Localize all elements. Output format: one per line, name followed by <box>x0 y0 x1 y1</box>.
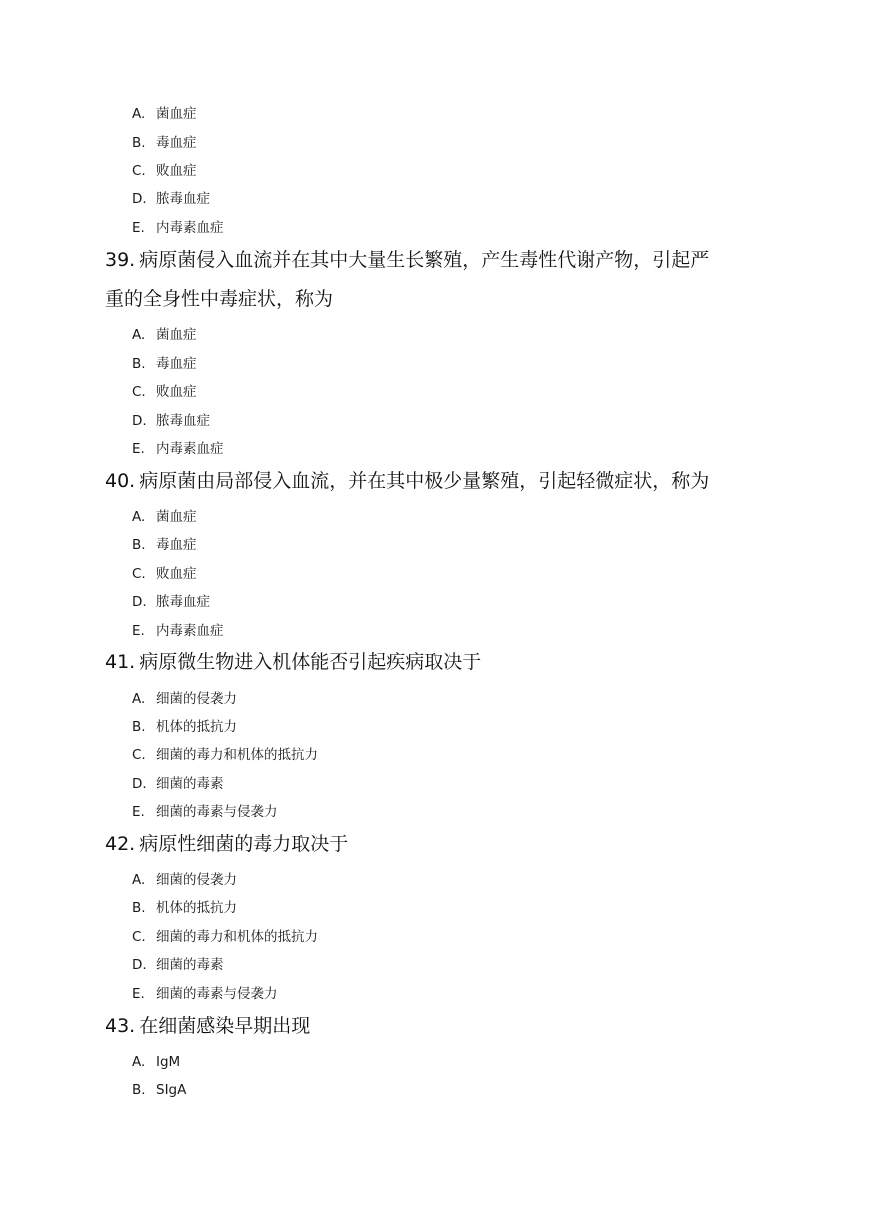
question-39-line-2: 重的全身性中毒症状，称为 <box>105 288 334 310</box>
option-b: B. 毒血症 <box>132 135 197 151</box>
option-b: B. 机体的抵抗力 <box>132 900 237 916</box>
option-b: B. 毒血症 <box>132 356 197 372</box>
option-e: E. 细菌的毒素与侵袭力 <box>132 804 278 820</box>
option-a: A. 细菌的侵袭力 <box>132 872 237 888</box>
option-c: C. 败血症 <box>132 384 197 400</box>
question-40-line-1: 40. 病原菌由局部侵入血流，并在其中极少量繁殖，引起轻微症状，称为 <box>105 470 710 492</box>
option-d: D. 脓毒血症 <box>132 413 210 429</box>
option-d: D. 脓毒血症 <box>132 594 210 610</box>
option-a: A. 菌血症 <box>132 106 197 122</box>
option-c: C. 败血症 <box>132 163 197 179</box>
option-b: B. SIgA <box>132 1082 187 1098</box>
option-c: C. 细菌的毒力和机体的抵抗力 <box>132 747 318 763</box>
option-c: C. 细菌的毒力和机体的抵抗力 <box>132 929 318 945</box>
option-e: E. 细菌的毒素与侵袭力 <box>132 986 278 1002</box>
option-e: E. 内毒素血症 <box>132 441 224 457</box>
option-b: B. 机体的抵抗力 <box>132 719 237 735</box>
option-d: D. 细菌的毒素 <box>132 776 224 792</box>
option-a: A. IgM <box>132 1054 181 1070</box>
option-a: A. 菌血症 <box>132 327 197 343</box>
option-d: D. 细菌的毒素 <box>132 957 224 973</box>
option-e: E. 内毒素血症 <box>132 623 224 639</box>
question-43-line-1: 43. 在细菌感染早期出现 <box>105 1015 311 1037</box>
option-e: E. 内毒素血症 <box>132 220 224 236</box>
option-a: A. 细菌的侵袭力 <box>132 691 237 707</box>
option-c: C. 败血症 <box>132 566 197 582</box>
question-41-line-1: 41. 病原微生物进入机体能否引起疾病取决于 <box>105 651 482 673</box>
question-42-line-1: 42. 病原性细菌的毒力取决于 <box>105 833 349 855</box>
option-d: D. 脓毒血症 <box>132 191 210 207</box>
option-b: B. 毒血症 <box>132 537 197 553</box>
question-39-line-1: 39. 病原菌侵入血流并在其中大量生长繁殖，产生毒性代谢产物，引起严 <box>105 249 710 271</box>
option-a: A. 菌血症 <box>132 509 197 525</box>
